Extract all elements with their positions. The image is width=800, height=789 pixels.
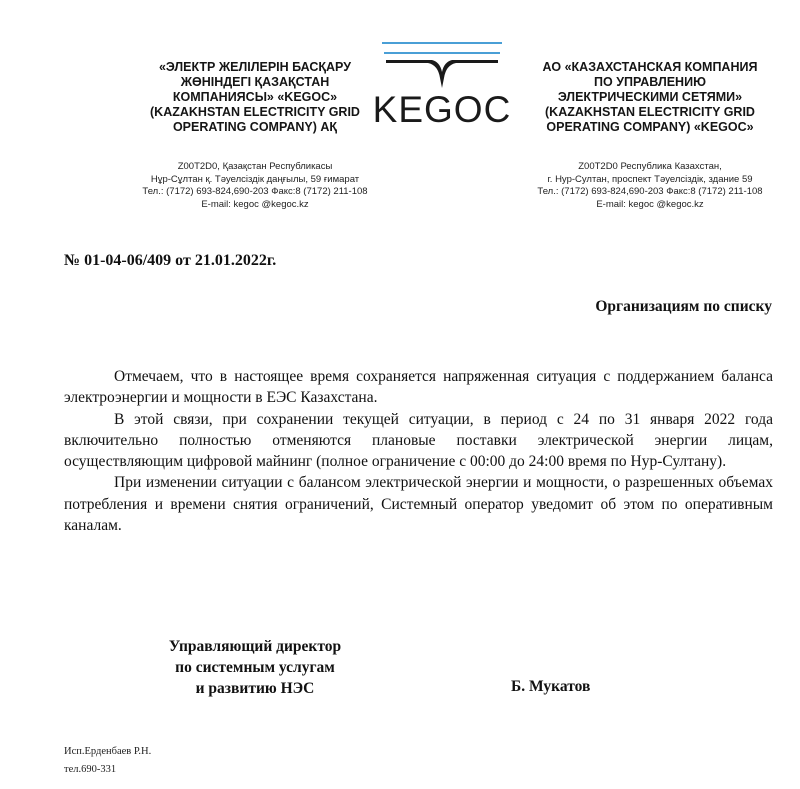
email-line: E-mail: kegoc @kegoc.kz — [201, 198, 309, 210]
address-line: г. Нур-Султан, проспект Тәуелсіздік, здание 59 — [547, 173, 753, 185]
signer-title-line: Управляющий директор — [168, 638, 342, 655]
executor-name: Исп.Ерденбаев Р.Н. — [64, 746, 152, 757]
address-line: Z00T2D0, Қазақстан Республикасы — [177, 161, 333, 172]
signer-name: Б. Мукатов — [511, 678, 591, 695]
body-paragraph: При изменении ситуации с балансом электрической энергии и мощности, о разрешенных объемах потребления и времени снятия ограничений, Системный оператор уведомит об этом по оперативным каналам. — [64, 474, 773, 535]
org-name-line: «ЭЛЕКТР ЖЕЛІЛЕРІН БАСҚАРУ — [158, 60, 352, 74]
org-name-line: OPERATING COMPANY) «KEGOC» — [546, 120, 754, 134]
signer-title — [110, 636, 400, 699]
address-line: Z00T2D0 Республика Казахстан, — [578, 161, 722, 172]
signer-title-line: и развитию НЭС — [195, 680, 315, 697]
org-name-line: OPERATING COMPANY) АҚ — [172, 120, 338, 134]
org-name-line: (KAZAKHSTAN ELECTRICITY GRID — [150, 105, 360, 119]
document-number: № 01-04-06/409 от 21.01.2022г. — [64, 252, 277, 269]
org-name-line: ЖӨНІНДЕГІ ҚАЗАҚСТАН — [180, 75, 330, 89]
org-name-line: ЭЛЕКТРИЧЕСКИМИ СЕТЯМИ» — [557, 90, 743, 104]
executor-phone: тел.690-331 — [64, 764, 117, 775]
org-name-line: ПО УПРАВЛЕНИЮ — [594, 75, 706, 89]
org-name-line: (KAZAKHSTAN ELECTRICITY GRID — [545, 105, 755, 119]
kegoc-logo — [372, 38, 512, 138]
body-paragraph: В этой связи, при сохранении текущей ситуации, в период с 24 по 31 января 2022 года включительно полностью отменяются плановые поставки электрической энергии лицам, осуществляющим цифровой майнинг (полное ограничение с 00:00 до 24:00 время по Нур-Султану). — [64, 410, 773, 471]
address-line: Тел.: (7172) 693-824,690-203 Факс:8 (7172) 211-108 — [142, 186, 368, 197]
logo-wordmark: KEGOC — [372, 89, 512, 130]
letter-body — [64, 366, 773, 536]
address-kazakh — [120, 161, 390, 211]
address-russian — [510, 161, 790, 211]
recipient: Организациям по списку — [595, 298, 772, 315]
address-line: Нұр-Сұлтан қ. Тәуелсіздік даңғылы, 59 ғимарат — [150, 173, 360, 185]
org-name-russian — [520, 60, 780, 135]
org-name-line: КОМПАНИЯСЫ» «KEGOC» — [172, 90, 338, 104]
email-line: E-mail: kegoc @kegoc.kz — [596, 198, 704, 210]
signer-title-line: по системным услугам — [175, 659, 335, 676]
address-line: Тел.: (7172) 693-824,690-203 Факс:8 (7172) 211-108 — [537, 186, 763, 197]
org-name-kazakh — [130, 60, 380, 135]
executor-info — [64, 743, 151, 779]
body-paragraph: Отмечаем, что в настоящее время сохраняется напряженная ситуация с поддержанием баланса электроэнергии и мощности в ЕЭС Казахстана. — [64, 368, 773, 407]
org-name-line: АО «КАЗАХСТАНСКАЯ КОМПАНИЯ — [542, 60, 758, 74]
